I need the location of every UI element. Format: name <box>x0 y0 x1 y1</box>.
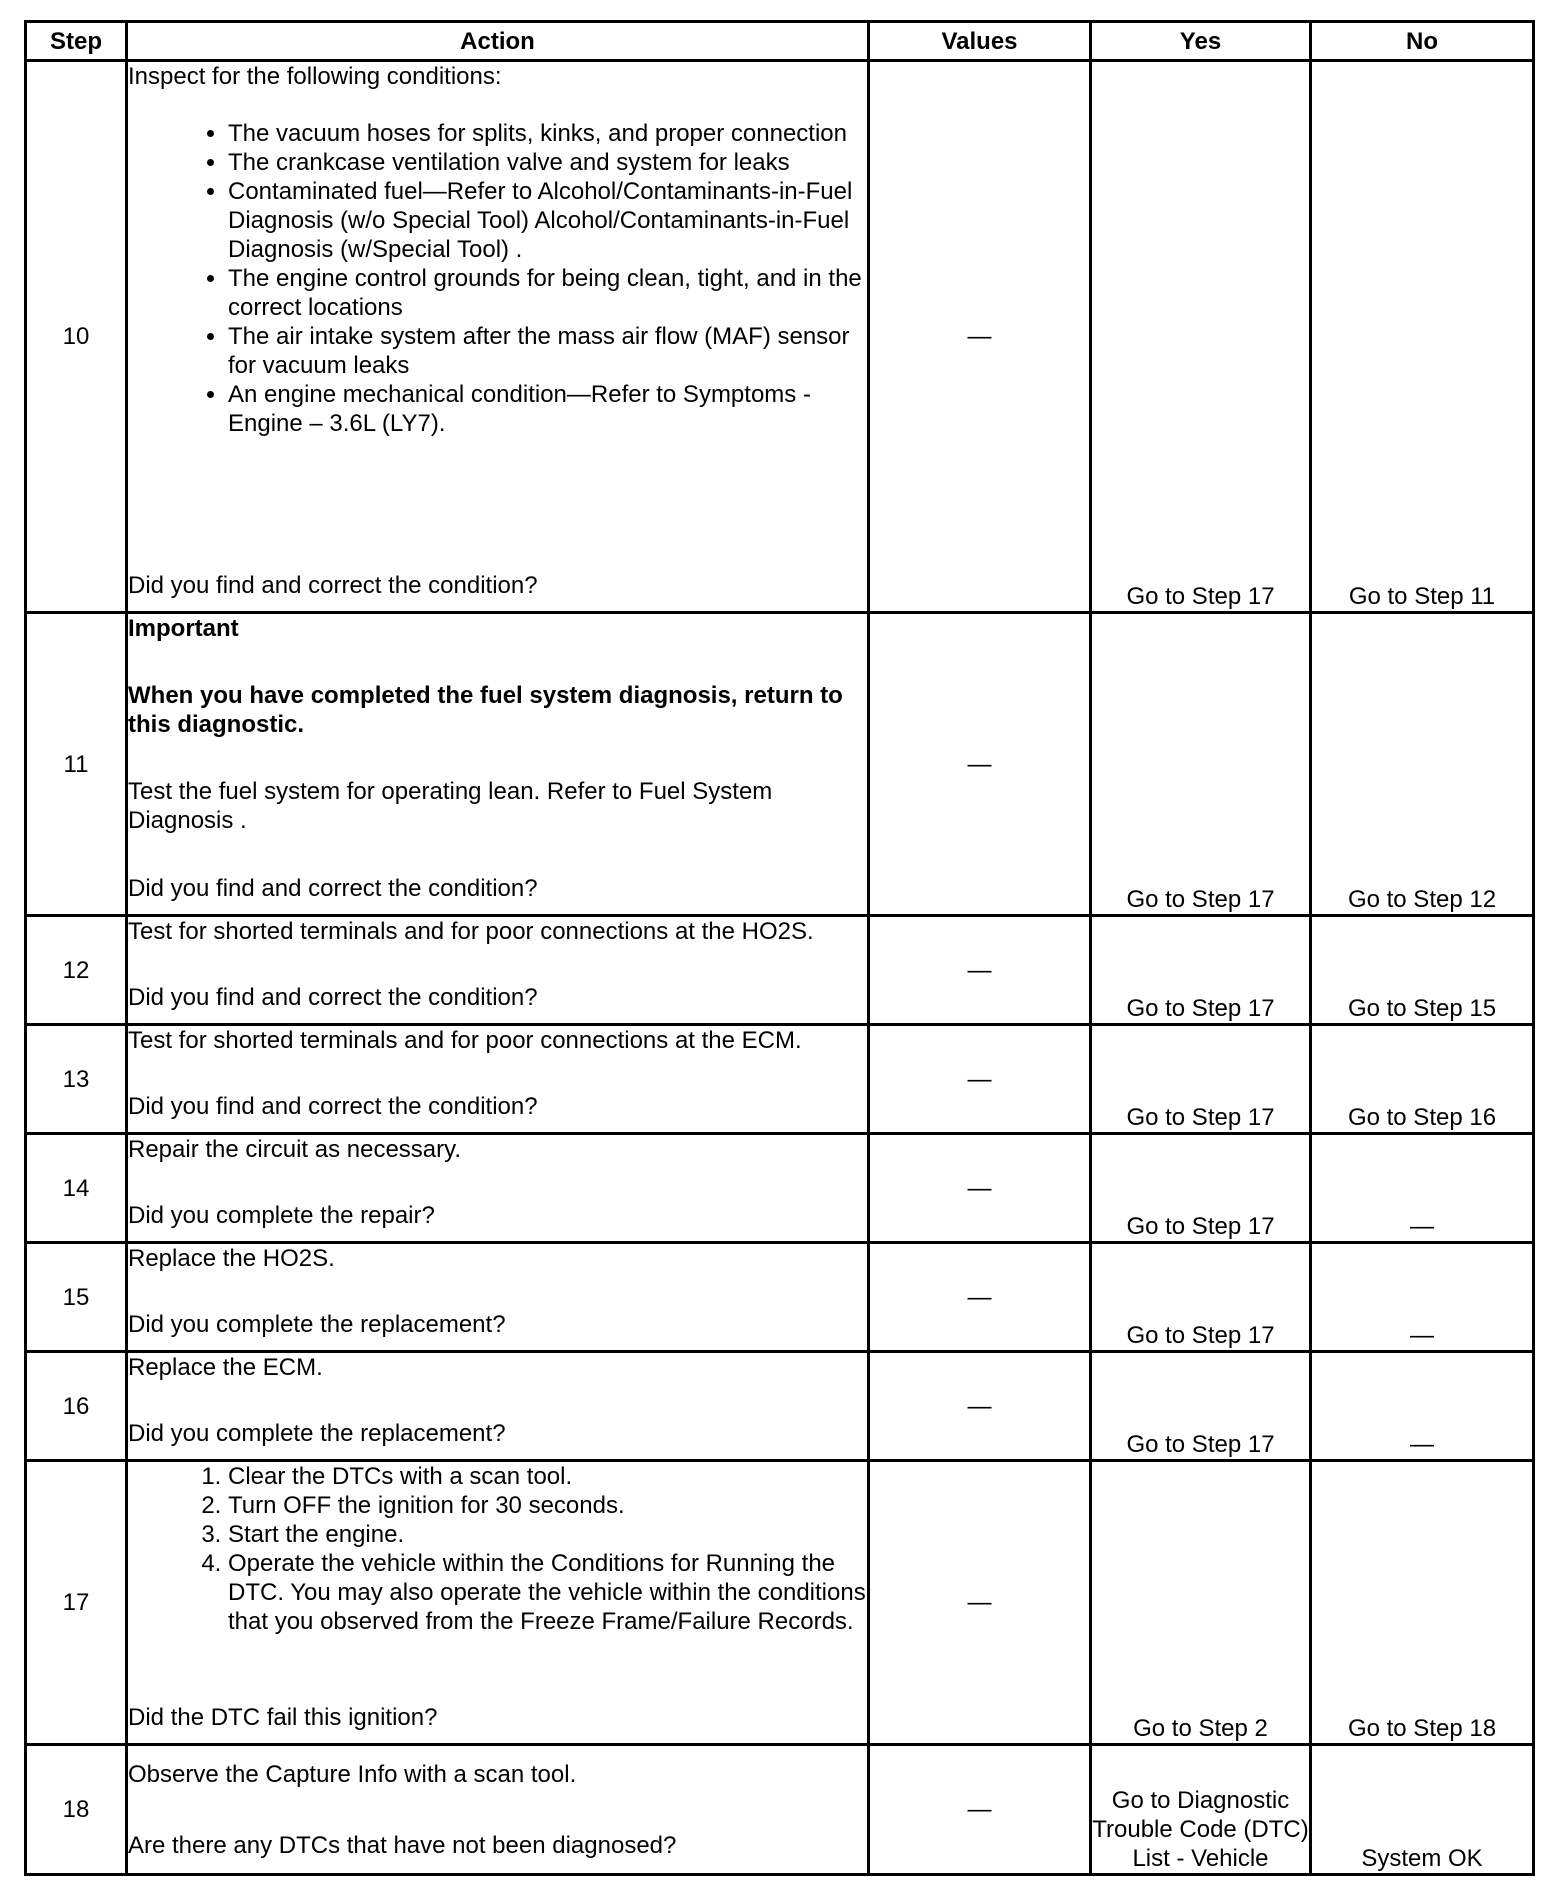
list-item: • The air intake system after the mass air flow (MAF) sensor for vacuum leaks <box>228 322 867 380</box>
action-question: Did the DTC fail this ignition? <box>128 1704 438 1731</box>
action-text: Test for shorted terminals and for poor connections at the HO2S. <box>128 918 814 945</box>
action-question: Did you complete the repair? <box>128 1202 435 1229</box>
step-number: 16 <box>26 1352 127 1461</box>
yes-cell: Go to Step 17 <box>1091 916 1311 1025</box>
yes-cell: Go to Step 17 <box>1091 1352 1311 1461</box>
table-row <box>26 1745 1534 1875</box>
no-cell: — <box>1311 1243 1534 1352</box>
action-question: Did you find and correct the condition? <box>128 1093 538 1120</box>
action-cell <box>127 61 869 613</box>
action-text: Replace the HO2S. <box>128 1245 335 1272</box>
yes-cell: Go to Diagnostic Trouble Code (DTC) List - Vehicle <box>1091 1745 1311 1875</box>
values-cell: — <box>869 1352 1091 1461</box>
action-question: Did you complete the replacement? <box>128 1311 506 1338</box>
table-row <box>26 1243 1534 1352</box>
step-number: 17 <box>26 1461 127 1745</box>
action-cell <box>127 1134 869 1243</box>
yes-cell: Go to Step 17 <box>1091 1243 1311 1352</box>
list-item: • The crankcase ventilation valve and system for leaks <box>228 148 867 177</box>
condition-list <box>128 119 867 438</box>
list-item: 4. Operate the vehicle within the Conditions for Running the DTC. You may also operate the vehicle within the conditions that you observed from the Freeze Frame/Failure Records. <box>228 1549 867 1636</box>
no-cell: — <box>1311 1134 1534 1243</box>
action-question: Did you find and correct the condition? <box>128 875 538 902</box>
yes-cell: Go to Step 17 <box>1091 61 1311 613</box>
action-cell <box>127 916 869 1025</box>
table-row <box>26 916 1534 1025</box>
no-cell: Go to Step 18 <box>1311 1461 1534 1745</box>
values-cell: — <box>869 916 1091 1025</box>
yes-cell: Go to Step 17 <box>1091 1025 1311 1134</box>
values-cell: — <box>869 1025 1091 1134</box>
yes-cell: Go to Step 17 <box>1091 1134 1311 1243</box>
values-cell: — <box>869 1243 1091 1352</box>
action-text: Replace the ECM. <box>128 1354 323 1381</box>
table-row <box>26 1352 1534 1461</box>
action-text: Repair the circuit as necessary. <box>128 1136 462 1163</box>
values-cell: — <box>869 1461 1091 1745</box>
action-text: Test for shorted terminals and for poor connections at the ECM. <box>128 1027 802 1054</box>
no-cell: Go to Step 11 <box>1311 61 1534 613</box>
list-item: 3. Start the engine. <box>228 1520 867 1549</box>
action-cell <box>127 1243 869 1352</box>
table-row <box>26 613 1534 916</box>
table-row <box>26 1461 1534 1745</box>
list-item: 1. Clear the DTCs with a scan tool. <box>228 1462 867 1491</box>
values-cell: — <box>869 1745 1091 1875</box>
no-cell: Go to Step 16 <box>1311 1025 1534 1134</box>
header-row <box>26 22 1534 61</box>
step-number: 15 <box>26 1243 127 1352</box>
action-text: Observe the Capture Info with a scan tool. <box>128 1760 577 1788</box>
action-cell <box>127 1745 869 1875</box>
action-cell <box>127 613 869 916</box>
action-cell <box>127 1025 869 1134</box>
no-cell: Go to Step 15 <box>1311 916 1534 1025</box>
list-item: • Contaminated fuel—Refer to Alcohol/Contaminants-in-Fuel Diagnosis (w/o Special Tool) Alcohol/Contaminants-in-Fuel Diagnosis (w/Special Tool) . <box>228 177 867 264</box>
action-cell <box>127 1461 869 1745</box>
step-number: 14 <box>26 1134 127 1243</box>
diagnostic-table <box>24 20 1535 1876</box>
action-cell <box>127 1352 869 1461</box>
step-number: 13 <box>26 1025 127 1134</box>
action-question: Did you find and correct the condition? <box>128 984 538 1011</box>
step-number: 10 <box>26 61 127 613</box>
table-row <box>26 61 1534 613</box>
header-values: Values <box>869 22 1091 61</box>
step-number: 12 <box>26 916 127 1025</box>
list-item: • The engine control grounds for being clean, tight, and in the correct locations <box>228 264 867 322</box>
header-action: Action <box>127 22 869 61</box>
important-note: When you have completed the fuel system diagnosis, return to this diagnostic. <box>128 682 843 738</box>
action-intro: Inspect for the following conditions: <box>128 63 502 90</box>
action-question: Did you complete the replacement? <box>128 1420 506 1447</box>
procedure-list <box>128 1462 867 1636</box>
header-no: No <box>1311 22 1534 61</box>
no-cell: Go to Step 12 <box>1311 613 1534 916</box>
action-question: Are there any DTCs that have not been diagnosed? <box>128 1831 677 1859</box>
no-cell: — <box>1311 1352 1534 1461</box>
yes-cell: Go to Step 17 <box>1091 613 1311 916</box>
list-item: • The vacuum hoses for splits, kinks, and proper connection <box>228 119 867 148</box>
action-text: Test the fuel system for operating lean. Refer to Fuel System Diagnosis . <box>128 778 773 834</box>
header-yes: Yes <box>1091 22 1311 61</box>
values-cell: — <box>869 613 1091 916</box>
list-item: 2. Turn OFF the ignition for 30 seconds. <box>228 1491 867 1520</box>
action-question: Did you find and correct the condition? <box>128 572 538 599</box>
list-item: • An engine mechanical condition—Refer to Symptoms - Engine – 3.6L (LY7). <box>228 380 867 438</box>
important-label: Important <box>128 615 239 642</box>
yes-cell: Go to Step 2 <box>1091 1461 1311 1745</box>
table-row <box>26 1025 1534 1134</box>
table-row <box>26 1134 1534 1243</box>
header-step: Step <box>26 22 127 61</box>
step-number: 18 <box>26 1745 127 1875</box>
values-cell: — <box>869 61 1091 613</box>
values-cell: — <box>869 1134 1091 1243</box>
no-cell: System OK <box>1311 1745 1534 1875</box>
step-number: 11 <box>26 613 127 916</box>
